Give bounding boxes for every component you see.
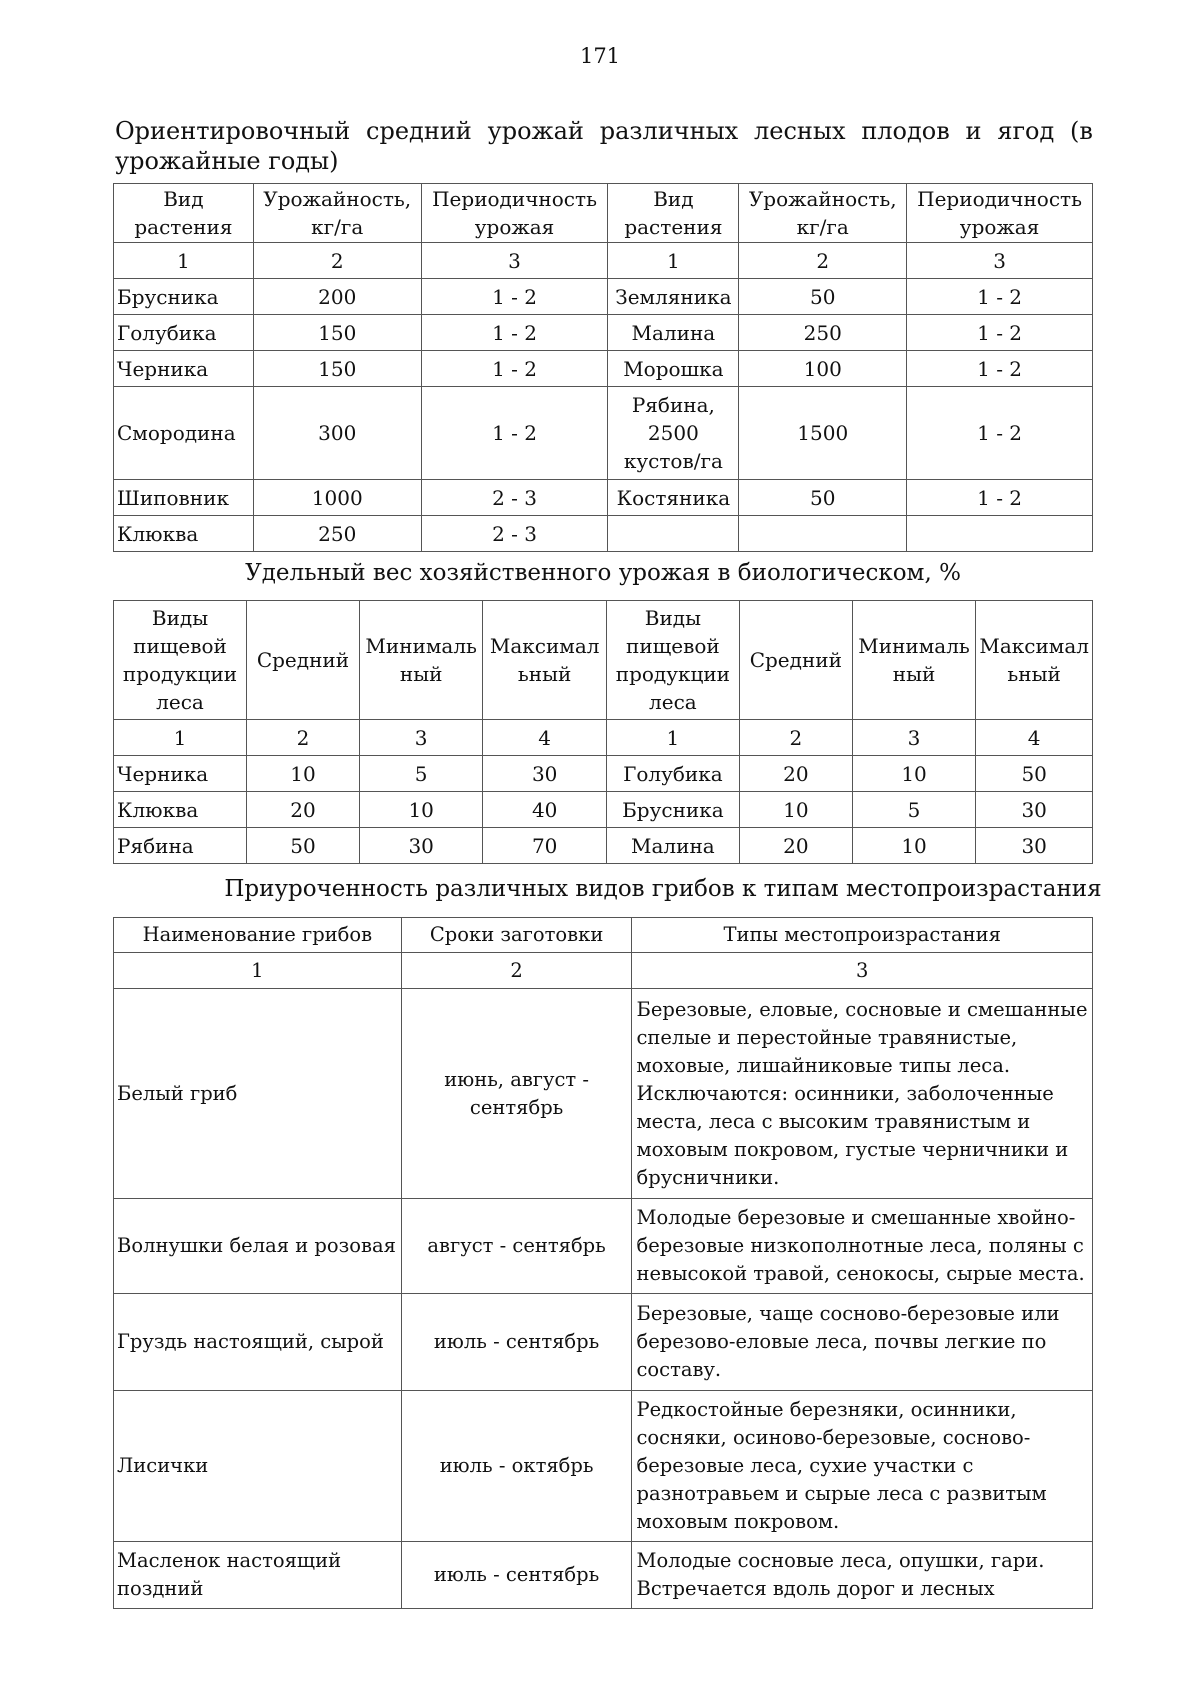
column-number: 4 — [976, 720, 1093, 756]
harvest-period: июль - сентябрь — [401, 1294, 632, 1391]
column-header: Периодичность урожая — [421, 184, 608, 243]
table1-title — [115, 116, 1093, 176]
table-cell: 10 — [359, 792, 483, 828]
column-header: Типы местопроизрастания — [632, 918, 1093, 953]
table-cell: Шиповник — [114, 480, 254, 516]
table-cell: Рябина, 2500 кустов/га — [608, 387, 739, 480]
table-cell: Малина — [606, 828, 739, 864]
table-cell: 1 - 2 — [907, 315, 1093, 351]
table-cell: 1 - 2 — [907, 387, 1093, 480]
numbering-row — [114, 953, 1093, 989]
table-row — [114, 989, 1093, 1199]
header-row — [114, 184, 1093, 243]
table-cell — [907, 516, 1093, 552]
table-cell: 20 — [739, 756, 852, 792]
column-header: Наименование грибов — [114, 918, 402, 953]
harvest-period: июнь, август - сентябрь — [401, 989, 632, 1199]
title-word: лесных — [754, 117, 846, 145]
column-header: Максимал ьный — [483, 601, 606, 720]
column-header: Урожайность, кг/га — [253, 184, 421, 243]
table-row — [114, 351, 1093, 387]
column-header: Минималь ный — [852, 601, 976, 720]
table-row — [114, 1391, 1093, 1542]
numbering-row — [114, 243, 1093, 279]
table-cell: 250 — [739, 315, 907, 351]
column-number: 3 — [359, 720, 483, 756]
table-row — [114, 1542, 1093, 1609]
column-header: Минималь ный — [359, 601, 483, 720]
table-row — [114, 516, 1093, 552]
mushroom-name: Волнушки белая и розовая — [114, 1199, 402, 1294]
table-cell: 2 - 3 — [421, 480, 608, 516]
column-header: Периодичность урожая — [907, 184, 1093, 243]
harvest-share-table — [113, 600, 1093, 864]
table1-title-line1 — [115, 116, 1093, 146]
table-cell: 1000 — [253, 480, 421, 516]
column-number: 2 — [739, 720, 852, 756]
column-header: Урожайность, кг/га — [739, 184, 907, 243]
table-cell: 20 — [247, 792, 360, 828]
table-cell: Голубика — [114, 315, 254, 351]
table-cell: 50 — [976, 756, 1093, 792]
column-number: 2 — [739, 243, 907, 279]
table-cell: 1500 — [739, 387, 907, 480]
column-number: 1 — [608, 243, 739, 279]
mushroom-name: Груздь настоящий, сырой — [114, 1294, 402, 1391]
habitat-description: Березовые, еловые, сосновые и смешанные спелые и перестойные травянистые, моховые, лишайниковые типы леса. Исключаются: осинники, заболоченные места, леса с высоким травянистым и моховым покровом, густые черничники и брусничники. — [632, 989, 1093, 1199]
page-number: 171 — [579, 44, 621, 68]
title-word: (в — [1070, 117, 1093, 145]
table-cell: Малина — [608, 315, 739, 351]
mushroom-table — [113, 917, 1093, 1609]
table-cell: 1 - 2 — [421, 279, 608, 315]
table-cell: Земляника — [608, 279, 739, 315]
numbering-row — [114, 720, 1093, 756]
habitat-description: Редкостойные березняки, осинники, сосняки, осиново-березовые, сосново-березовые леса, сухие участки с разнотравьем и сырые леса с развитым моховым покровом. — [632, 1391, 1093, 1542]
table-cell: 10 — [852, 828, 976, 864]
column-number: 3 — [907, 243, 1093, 279]
yield-table — [113, 183, 1093, 552]
table-row — [114, 480, 1093, 516]
title-word: различных — [599, 117, 739, 145]
table-cell: Черника — [114, 756, 247, 792]
table1-title-line2: урожайные годы) — [115, 147, 339, 175]
table-cell: 20 — [739, 828, 852, 864]
table-cell: Брусника — [606, 792, 739, 828]
header-row — [114, 918, 1093, 953]
table-cell: Морошка — [608, 351, 739, 387]
header-row — [114, 601, 1093, 720]
column-header: Максимал ьный — [976, 601, 1093, 720]
table-cell: 40 — [483, 792, 606, 828]
mushroom-name: Масленок настоящий поздний — [114, 1542, 402, 1609]
table-cell: Рябина — [114, 828, 247, 864]
column-number: 2 — [401, 953, 632, 989]
column-number: 1 — [114, 243, 254, 279]
table-cell: 1 - 2 — [421, 351, 608, 387]
table-cell: 200 — [253, 279, 421, 315]
column-number: 4 — [483, 720, 606, 756]
table-cell: 5 — [852, 792, 976, 828]
table-cell: 50 — [247, 828, 360, 864]
column-header: Виды пищевой продукции леса — [606, 601, 739, 720]
table-cell: 250 — [253, 516, 421, 552]
table-row — [114, 387, 1093, 480]
table-cell: 1 - 2 — [907, 279, 1093, 315]
column-header: Вид растения — [608, 184, 739, 243]
table-cell: Клюква — [114, 792, 247, 828]
harvest-period: июль - сентябрь — [401, 1542, 632, 1609]
table-cell: 1 - 2 — [421, 315, 608, 351]
table-row — [114, 315, 1093, 351]
table-cell: 150 — [253, 315, 421, 351]
table-cell: 100 — [739, 351, 907, 387]
harvest-period: июль - октябрь — [401, 1391, 632, 1542]
table-cell: 30 — [483, 756, 606, 792]
table-cell: Смородина — [114, 387, 254, 480]
table-cell: 50 — [739, 279, 907, 315]
table-cell: Клюква — [114, 516, 254, 552]
table-cell: 1 - 2 — [907, 351, 1093, 387]
table-row — [114, 1294, 1093, 1391]
column-number: 1 — [114, 720, 247, 756]
table-cell: 30 — [976, 792, 1093, 828]
table-cell: 2 - 3 — [421, 516, 608, 552]
table-cell: 1 - 2 — [907, 480, 1093, 516]
habitat-description: Молодые сосновые леса, опушки, гари. Встречается вдоль дорог и лесных — [632, 1542, 1093, 1609]
column-number: 3 — [421, 243, 608, 279]
table-cell: 300 — [253, 387, 421, 480]
harvest-period: август - сентябрь — [401, 1199, 632, 1294]
table-cell: 10 — [852, 756, 976, 792]
column-header: Сроки заготовки — [401, 918, 632, 953]
column-number: 3 — [852, 720, 976, 756]
column-number: 3 — [632, 953, 1093, 989]
column-number: 2 — [247, 720, 360, 756]
table-cell: 5 — [359, 756, 483, 792]
table-cell: 30 — [359, 828, 483, 864]
table-row — [114, 828, 1093, 864]
table-cell — [608, 516, 739, 552]
habitat-description: Молодые березовые и смешанные хвойно-березовые низкополнотные леса, поляны с невысокой травой, сенокосы, сырые места. — [632, 1199, 1093, 1294]
column-number: 2 — [253, 243, 421, 279]
title-word: Ориентировочный — [115, 117, 351, 145]
table-cell: Голубика — [606, 756, 739, 792]
table-cell: Брусника — [114, 279, 254, 315]
table-row — [114, 792, 1093, 828]
mushroom-name: Белый гриб — [114, 989, 402, 1199]
table-cell: Костяника — [608, 480, 739, 516]
table-cell: 1 - 2 — [421, 387, 608, 480]
table3-title: Приуроченность различных видов грибов к типам местопроизрастания — [224, 876, 1102, 902]
table-row — [114, 756, 1093, 792]
title-word: и — [965, 117, 982, 145]
table-cell: 10 — [739, 792, 852, 828]
title-word: плодов — [861, 117, 950, 145]
table2-title: Удельный вес хозяйственного урожая в биологическом, % — [245, 560, 961, 586]
column-header: Вид растения — [114, 184, 254, 243]
table-cell: 10 — [247, 756, 360, 792]
table-row — [114, 1199, 1093, 1294]
table-cell: 150 — [253, 351, 421, 387]
column-header: Виды пищевой продукции леса — [114, 601, 247, 720]
table-cell: 30 — [976, 828, 1093, 864]
table-cell: 70 — [483, 828, 606, 864]
mushroom-name: Лисички — [114, 1391, 402, 1542]
table-cell — [739, 516, 907, 552]
column-header: Средний — [739, 601, 852, 720]
table-cell: 50 — [739, 480, 907, 516]
habitat-description: Березовые, чаще сосново-березовые или березово-еловые леса, почвы легкие по составу. — [632, 1294, 1093, 1391]
column-number: 1 — [114, 953, 402, 989]
table-cell: Черника — [114, 351, 254, 387]
table-row — [114, 279, 1093, 315]
column-header: Средний — [247, 601, 360, 720]
title-word: ягод — [997, 117, 1055, 145]
title-word: урожай — [487, 117, 584, 145]
title-word: средний — [366, 117, 472, 145]
column-number: 1 — [606, 720, 739, 756]
